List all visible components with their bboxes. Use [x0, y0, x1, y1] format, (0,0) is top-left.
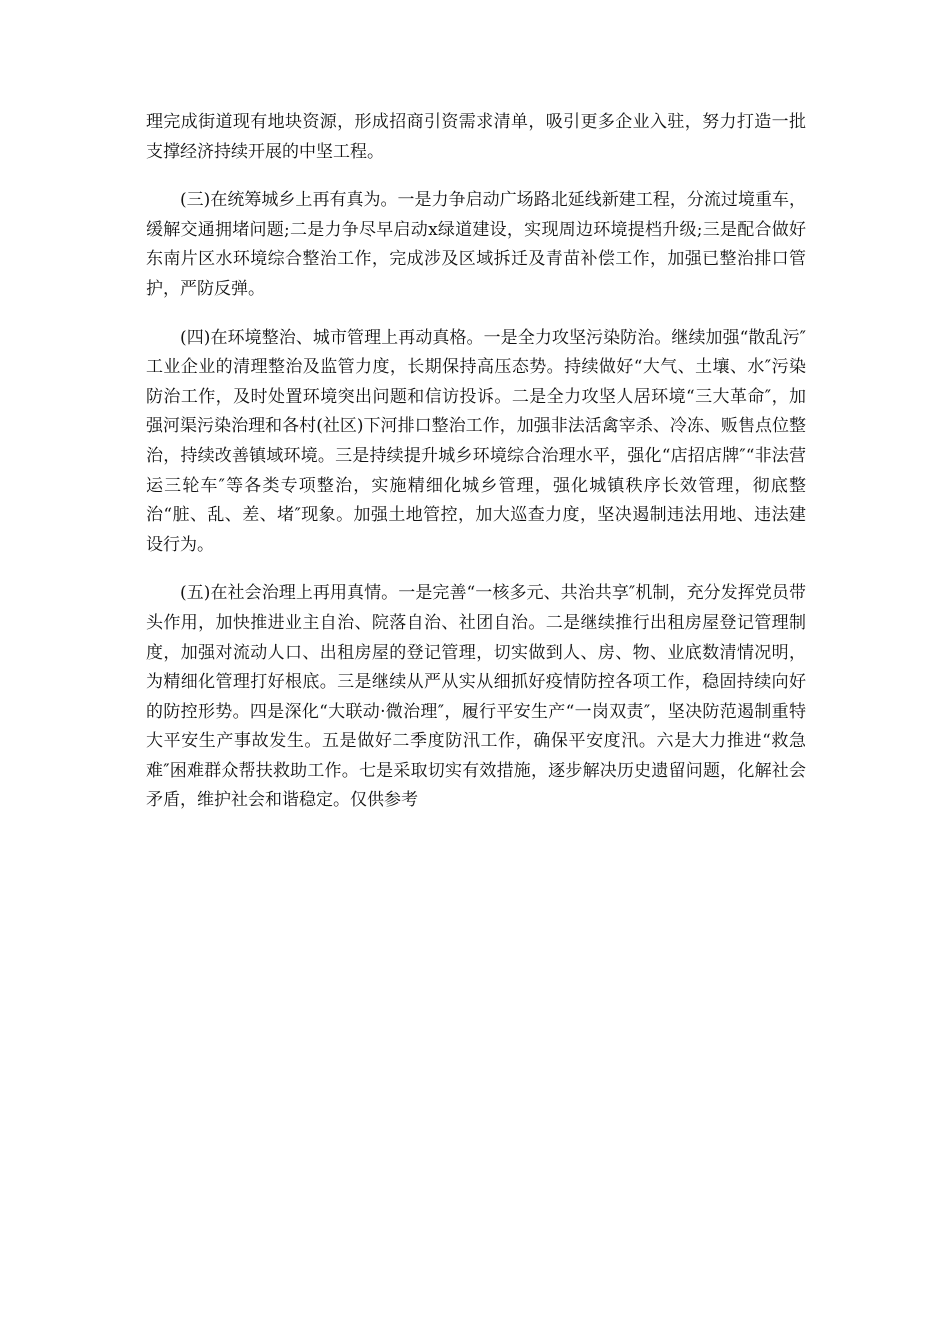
paragraph-section-3: (三)在统筹城乡上再有真为。一是力争启动广场路北延线新建工程，分流过境重车，缓解交通拥堵问题;二是力争尽早启动x绿道建设，实现周边环境提档升级;三是配合做好东南片区水环境综合整治工作，完成涉及区域拆迁及青苗补偿工作，加强已整治排口管护，严防反弹。 [146, 190, 806, 299]
paragraph-section-4: (四)在环境整治、城市管理上再动真格。一是全力攻坚污染防治。继续加强“散乱污″工业企业的清理整治及监管力度，长期保持高压态势。持续做好“大气、土壤、水″污染防治工作，及时处置环境突出问题和信访投诉。二是全力攻坚人居环境“三大革命″，加强河渠污染治理和各村(社区)下河排口整治工作，加强非法活禽宰杀、冷冻、贩售点位整治，持续改善镇域环境。三是持续提升城乡环境综合治理水平，强化“店招店牌″“非法营运三轮车″等各类专项整治，实施精细化城乡管理，强化城镇秩序长效管理，彻底整治“脏、乱、差、堵″现象。加强土地管控，加大巡查力度，坚决遏制违法用地、违法建设行为。 [146, 327, 806, 555]
paragraph-continuation: 理完成街道现有地块资源，形成招商引资需求清单，吸引更多企业入驻，努力打造一批支撑经济持续开展的中坚工程。 [146, 112, 806, 162]
paragraph-section-5: (五)在社会治理上再用真情。一是完善“一核多元、共治共享″机制，充分发挥党员带头作用，加快推进业主自治、院落自治、社团自治。二是继续推行出租房屋登记管理制度，加强对流动人口、出租房屋的登记管理，切实做到人、房、物、业底数清情况明，为精细化管理打好根底。三是继续从严从实从细抓好疫情防控各项工作，稳固持续向好的防控形势。四是深化“大联动·微治理″，履行平安生产“一岗双责″，坚决防范遏制重特大平安生产事故发生。五是做好二季度防汛工作，确保平安度汛。六是大力推进“救急难″困难群众帮扶救助工作。七是采取切实有效措施，逐步解决历史遗留问题，化解社会矛盾，维护社会和谐稳定。仅供参考 [146, 583, 806, 811]
document-body [146, 108, 806, 835]
